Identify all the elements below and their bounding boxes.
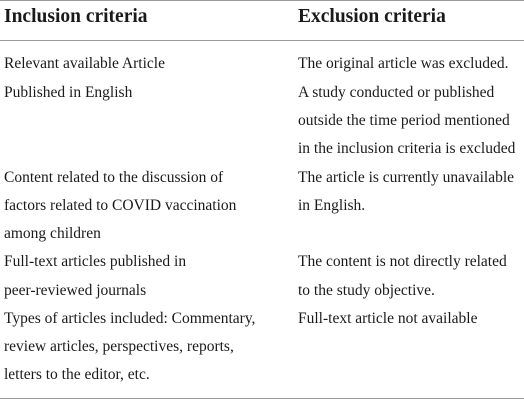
exclusion-line: The article is currently unavailable — [298, 169, 515, 186]
inclusion-line: letters to the editor, etc. — [4, 366, 150, 383]
exclusion-line: outside the time period mentioned — [298, 112, 510, 129]
exclusion-line: The original article was excluded. — [298, 55, 509, 72]
inclusion-line: factors related to COVID vaccination — [4, 197, 237, 214]
inclusion-line: review articles, perspectives, reports, — [4, 338, 234, 355]
header-divider-rule — [0, 40, 524, 41]
inclusion-line: Relevant available Article — [4, 55, 165, 72]
exclusion-line: The content is not directly related — [298, 253, 507, 270]
inclusion-line: among children — [4, 225, 101, 242]
inclusion-line: Types of articles included: Commentary, — [4, 310, 256, 327]
inclusion-line: peer-reviewed journals — [4, 282, 147, 299]
exclusion-line: Full-text article not available — [298, 310, 478, 327]
table-top-rule — [0, 0, 524, 1]
exclusion-line: in English. — [298, 197, 366, 214]
inclusion-criteria-header: Inclusion criteria — [4, 6, 148, 27]
inclusion-line: Published in English — [4, 84, 133, 101]
exclusion-line: to the study objective. — [298, 282, 435, 299]
table-bottom-rule — [0, 398, 524, 399]
exclusion-line: A study conducted or published — [298, 84, 495, 101]
exclusion-criteria-header: Exclusion criteria — [298, 6, 446, 27]
inclusion-line: Full-text articles published in — [4, 253, 187, 270]
exclusion-line: in the inclusion criteria is excluded — [298, 140, 516, 157]
inclusion-line: Content related to the discussion of — [4, 169, 224, 186]
